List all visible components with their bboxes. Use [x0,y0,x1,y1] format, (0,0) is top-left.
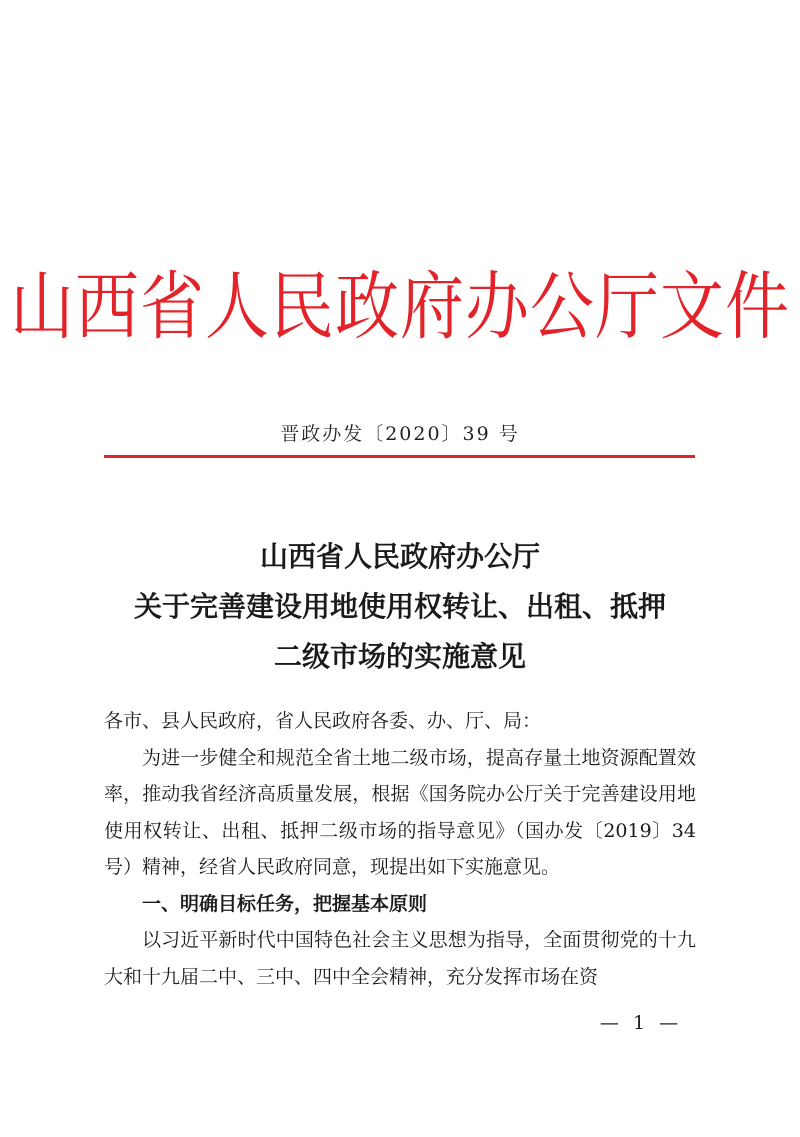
document-header-title: 山西省人民政府办公厅文件 [10,265,790,351]
section-heading: 一、明确目标任务，把握基本原则 [142,892,428,915]
red-divider-rule [104,455,695,458]
body-paragraph: 以习近平新时代中国特色社会主义思想为指导，全面贯彻党的十九大和十九届二中、三中、四中全会精神，充分发挥市场在资 [104,929,696,988]
document-title-line: 山西省人民政府办公厅 [259,540,540,573]
body-paragraph: 为进一步健全和规范全省土地二级市场，提高存量土地资源配置效率，推动我省经济高质量发展，根据《国务院办公厅关于完善建设用地使用权转让、出租、抵押二级市场的指导意见》（国办发〔2019〕34 号）精神，经省人民政府同意，现提出如下实施意见。 [104,746,696,878]
document-number: 晋政办发〔2020〕39 号 [280,423,520,445]
document-title [0,532,800,682]
document-title-line: 关于完善建设用地使用权转让、出租、抵押 [133,590,666,623]
page-number: — 1 — [599,1012,683,1034]
document-title-line: 二级市场的实施意见 [273,640,526,673]
salutation: 各市、县人民政府，省人民政府各委、办、厅、局： [104,710,542,732]
document-body [104,703,696,995]
